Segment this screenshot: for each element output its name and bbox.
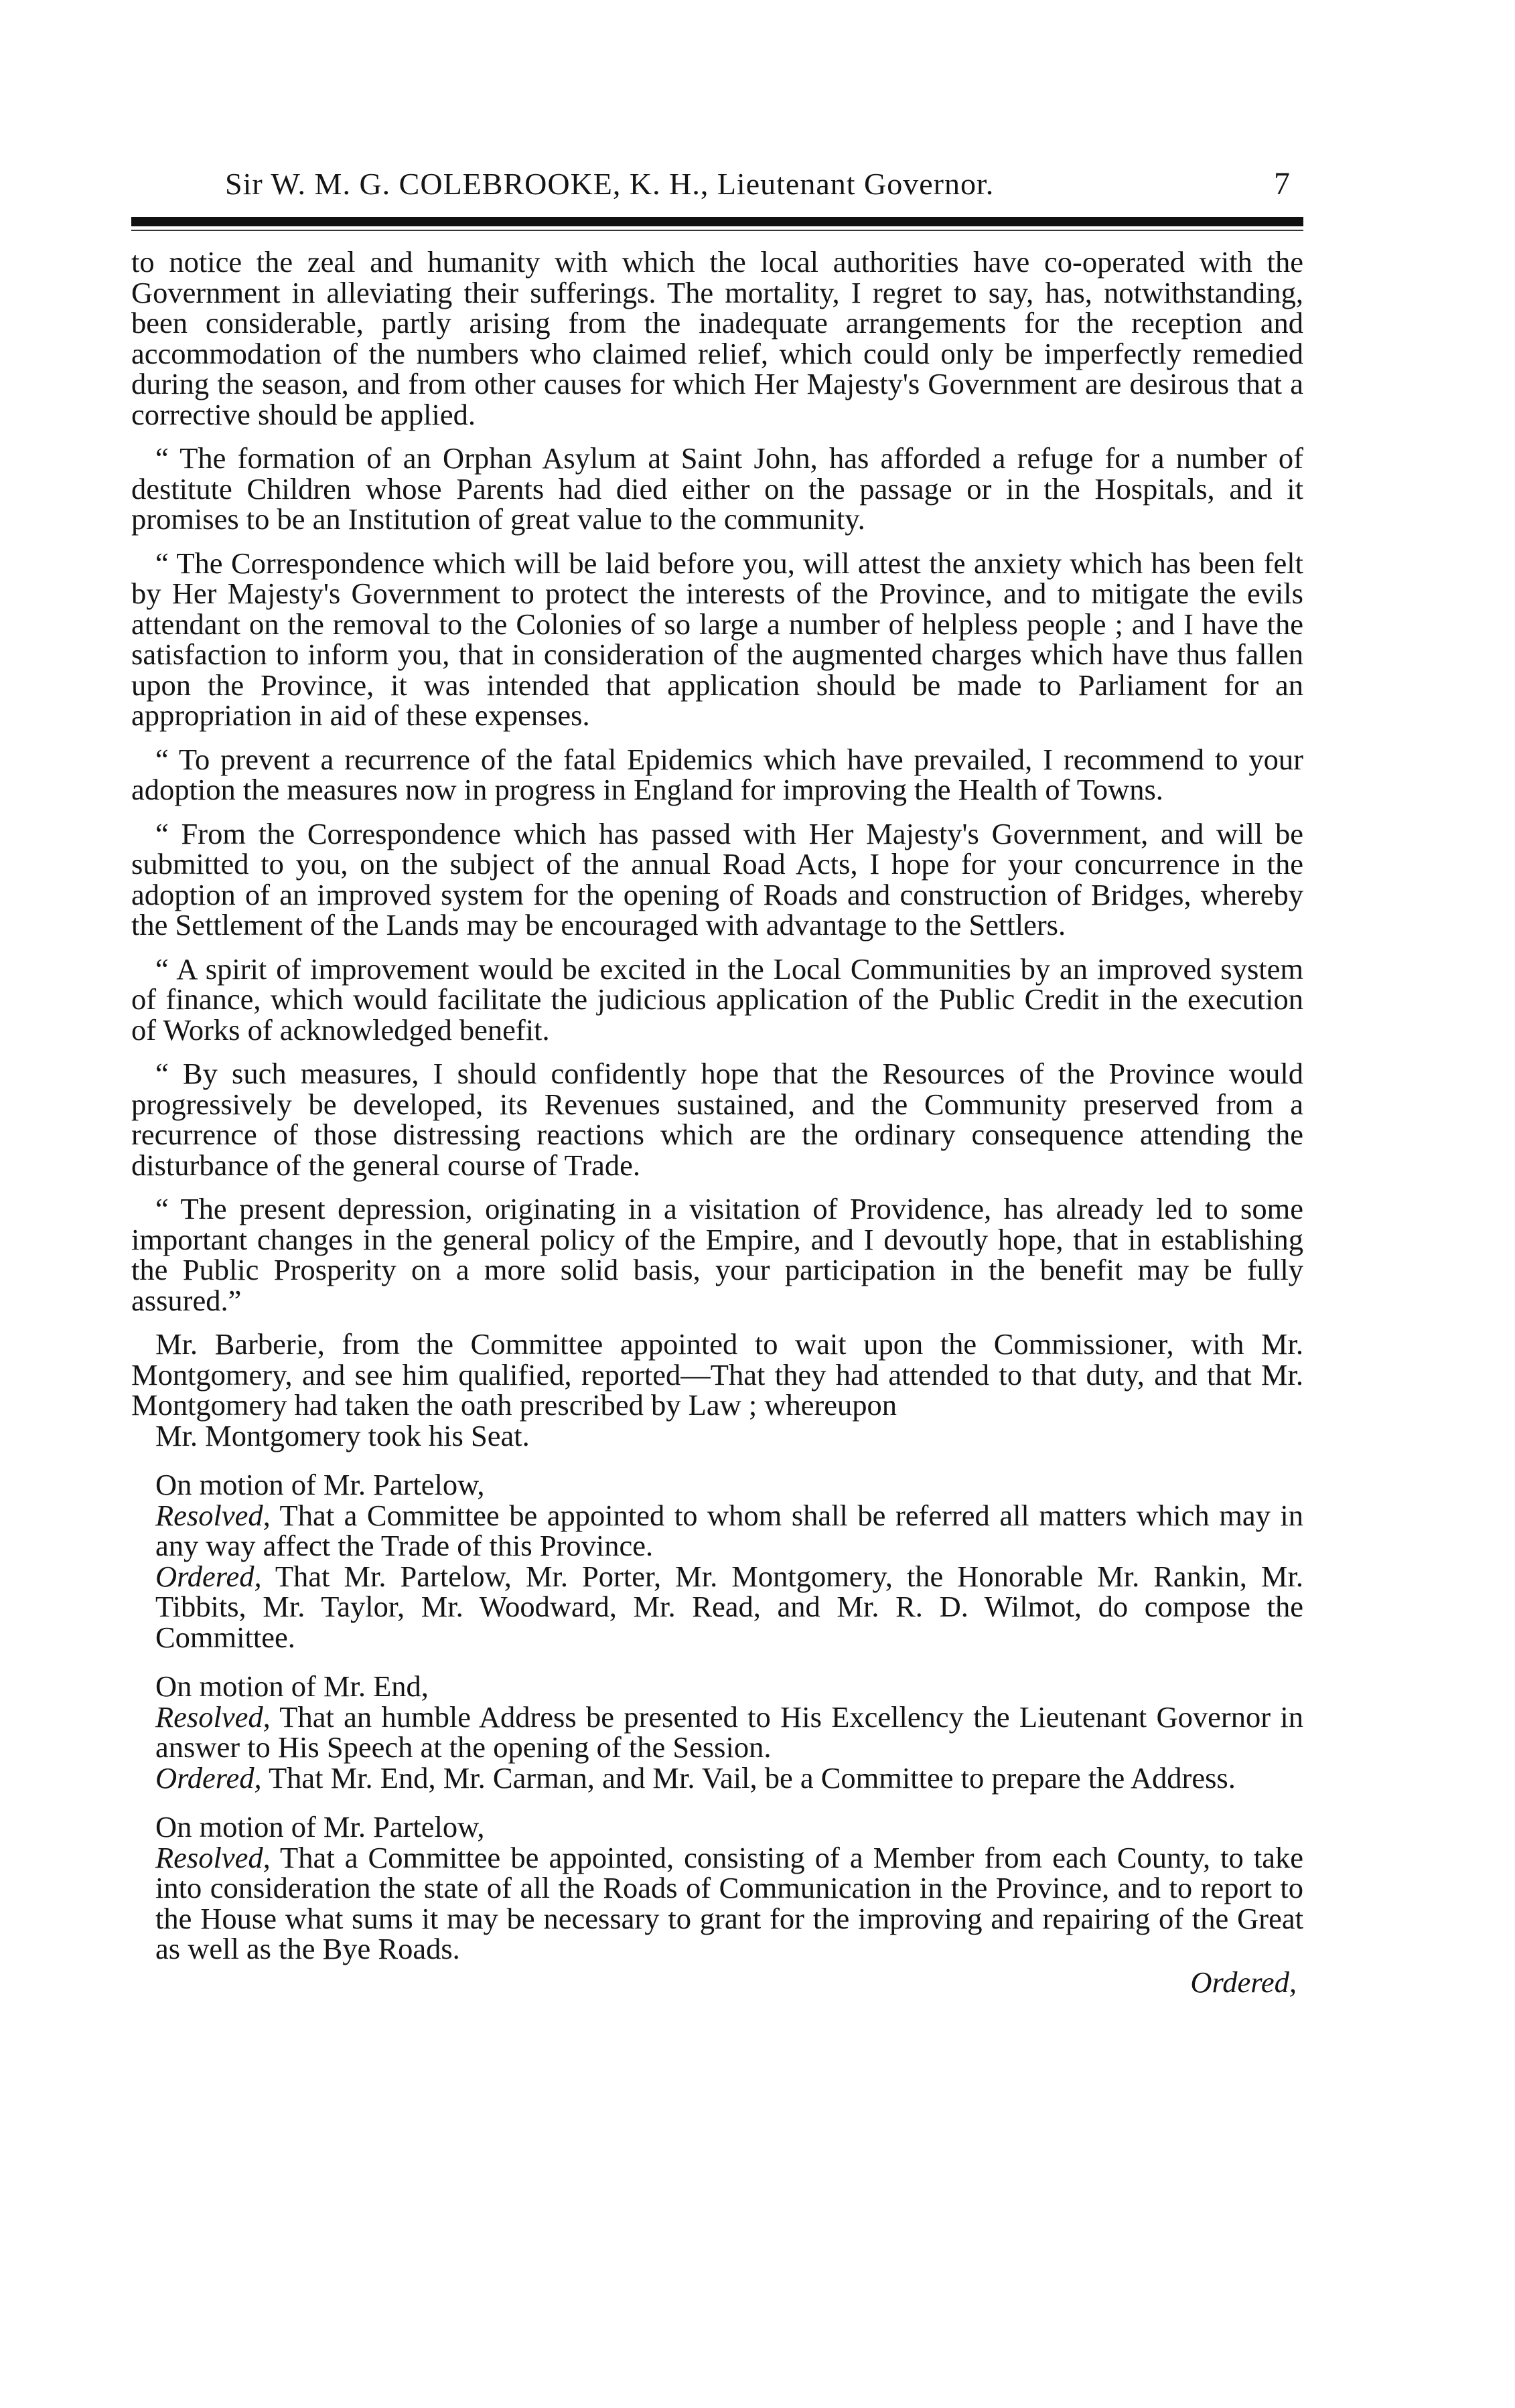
resolved-clause — [131, 1498, 1303, 1562]
journal-page — [131, 166, 1303, 1999]
paragraph-correspondence: “ The Correspondence which will be laid before you, will attest the anxiety which has been felt by Her Majesty's Government to protect the interests of the Province, and to mitigate the evils attendant on the removal to the Colonies of so large a number of helpless people ; and I have the satisfaction to inform you, that in consideration of the augmented charges which have thus fallen upon the Province, it was intended that application should be made to Parliament for an appropriation in aid of these expenses. — [131, 546, 1303, 732]
motion-trade-committee — [131, 1470, 1303, 1653]
paragraph-montgomery-seat: Mr. Montgomery took his Seat. — [155, 1418, 530, 1452]
motion-lead: On motion of Mr. Partelow, — [155, 1810, 485, 1843]
paragraph-improvement: “ A spirit of improvement would be excited in the Local Communities by an improved system of finance, which would facilitate the judicious application of the Public Credit in the execution of Works of acknowledged benefit. — [131, 952, 1303, 1047]
header-rule-thin — [131, 230, 1303, 231]
paragraph-depression: “ The present depression, originating in a visitation of Providence, has already led to some important changes in the general policy of the Empire, and I devoutly hope, that in establishing the Public Prosperity on a more solid basis, your participation in the benefit may be fully assured.” — [131, 1192, 1303, 1317]
catchword: Ordered, — [1190, 1965, 1297, 1999]
ordered-clause — [131, 1760, 1303, 1795]
running-head — [131, 166, 1303, 208]
paragraph-orphan-asylum: “ The formation of an Orphan Asylum at Saint John, has afforded a refuge for a number of destitute Children whose Parents had died either on the passage or in the Hospitals, and it promises to be an Institution of great value to the community. — [131, 441, 1303, 536]
header-rule — [131, 217, 1303, 226]
ordered-clause — [131, 1559, 1303, 1654]
paragraph-epidemics: “ To prevent a recurrence of the fatal Epidemics which have prevailed, I recommend to your adoption the measures now in progress in England for improving the Health of Towns. — [131, 742, 1303, 806]
motion-lead: On motion of Mr. Partelow, — [155, 1468, 485, 1501]
page-body — [131, 247, 1303, 1998]
motion-lead: On motion of Mr. End, — [155, 1669, 429, 1703]
resolved-label: Resolved, — [155, 1700, 271, 1734]
resolved-text: That an humble Address be presented to His Excellency the Lieutenant Governor in answer to His Speech at the opening of the Session. — [155, 1700, 1303, 1764]
resolved-text: That a Committee be appointed to whom shall be referred all matters which may in any way affect the Trade of this Province. — [155, 1498, 1303, 1562]
paragraph-road-acts: “ From the Correspondence which has passed with Her Majesty's Government, and will be submitted to you, on the subject of the annual Road Acts, I hope for your concurrence in the adoption of an improved system for the opening of Roads and construction of Bridges, whereby the Settlement of the Lands may be encouraged with advantage to the Settlers. — [131, 816, 1303, 942]
ordered-text: That Mr. End, Mr. Carman, and Mr. Vail, be a Committee to prepare the Address. — [268, 1760, 1236, 1795]
motion-roads-committee — [131, 1812, 1303, 1965]
resolved-label: Resolved, — [155, 1840, 271, 1874]
ordered-label: Ordered, — [155, 1760, 262, 1795]
resolved-label: Resolved, — [155, 1498, 271, 1532]
resolved-clause — [131, 1702, 1303, 1763]
running-title: Sir W. M. G. COLEBROOKE, K. H., Lieutenant Governor. — [225, 167, 995, 201]
paragraph-resources: “ By such measures, I should confidently hope that the Resources of the Province would progressively be developed, its Revenues sustained, and the Community preserved from a recurrence of those distressing reactions which are the ordinary consequence attending the disturbance of the general course of Trade. — [131, 1057, 1303, 1182]
paragraph-barberie-report: Mr. Barberie, from the Committee appointed to wait upon the Commissioner, with Mr. Montgomery, and see him qualified, reported—That they had attended to that duty, and that Mr. Montgomery had taken the oath prescribed by Law ; whereupon — [131, 1327, 1303, 1422]
ordered-label: Ordered, — [155, 1559, 262, 1593]
motion-address — [131, 1671, 1303, 1793]
resolved-clause — [131, 1840, 1303, 1965]
resolved-text: That a Committee be appointed, consisting of a Member from each County, to take into consideration the state of all the Roads of Communication in the Province, and to report to the House what sums it may be necessary to grant for the improving and repairing of the Great as well as the Bye Roads. — [155, 1840, 1303, 1965]
ordered-text: That Mr. Partelow, Mr. Porter, Mr. Montgomery, the Honorable Mr. Rankin, Mr. Tibbits, Mr. Taylor, Mr. Woodward, Mr. Read, and Mr. R. D. Wilmot, do compose the Committee. — [155, 1559, 1303, 1654]
page-number: 7 — [1274, 166, 1290, 202]
paragraph-continuation: to notice the zeal and humanity with which the local authorities have co-operated with the Government in alleviating their sufferings. The mortality, I regret to say, has, notwithstanding, been considerable, partly arising from the inadequate arrangements for the reception and accommodation of the numbers who claimed relief, which could only be imperfectly remedied during the season, and from other causes for which Her Majesty's Government are desirous that a corrective should be applied. — [131, 245, 1303, 431]
